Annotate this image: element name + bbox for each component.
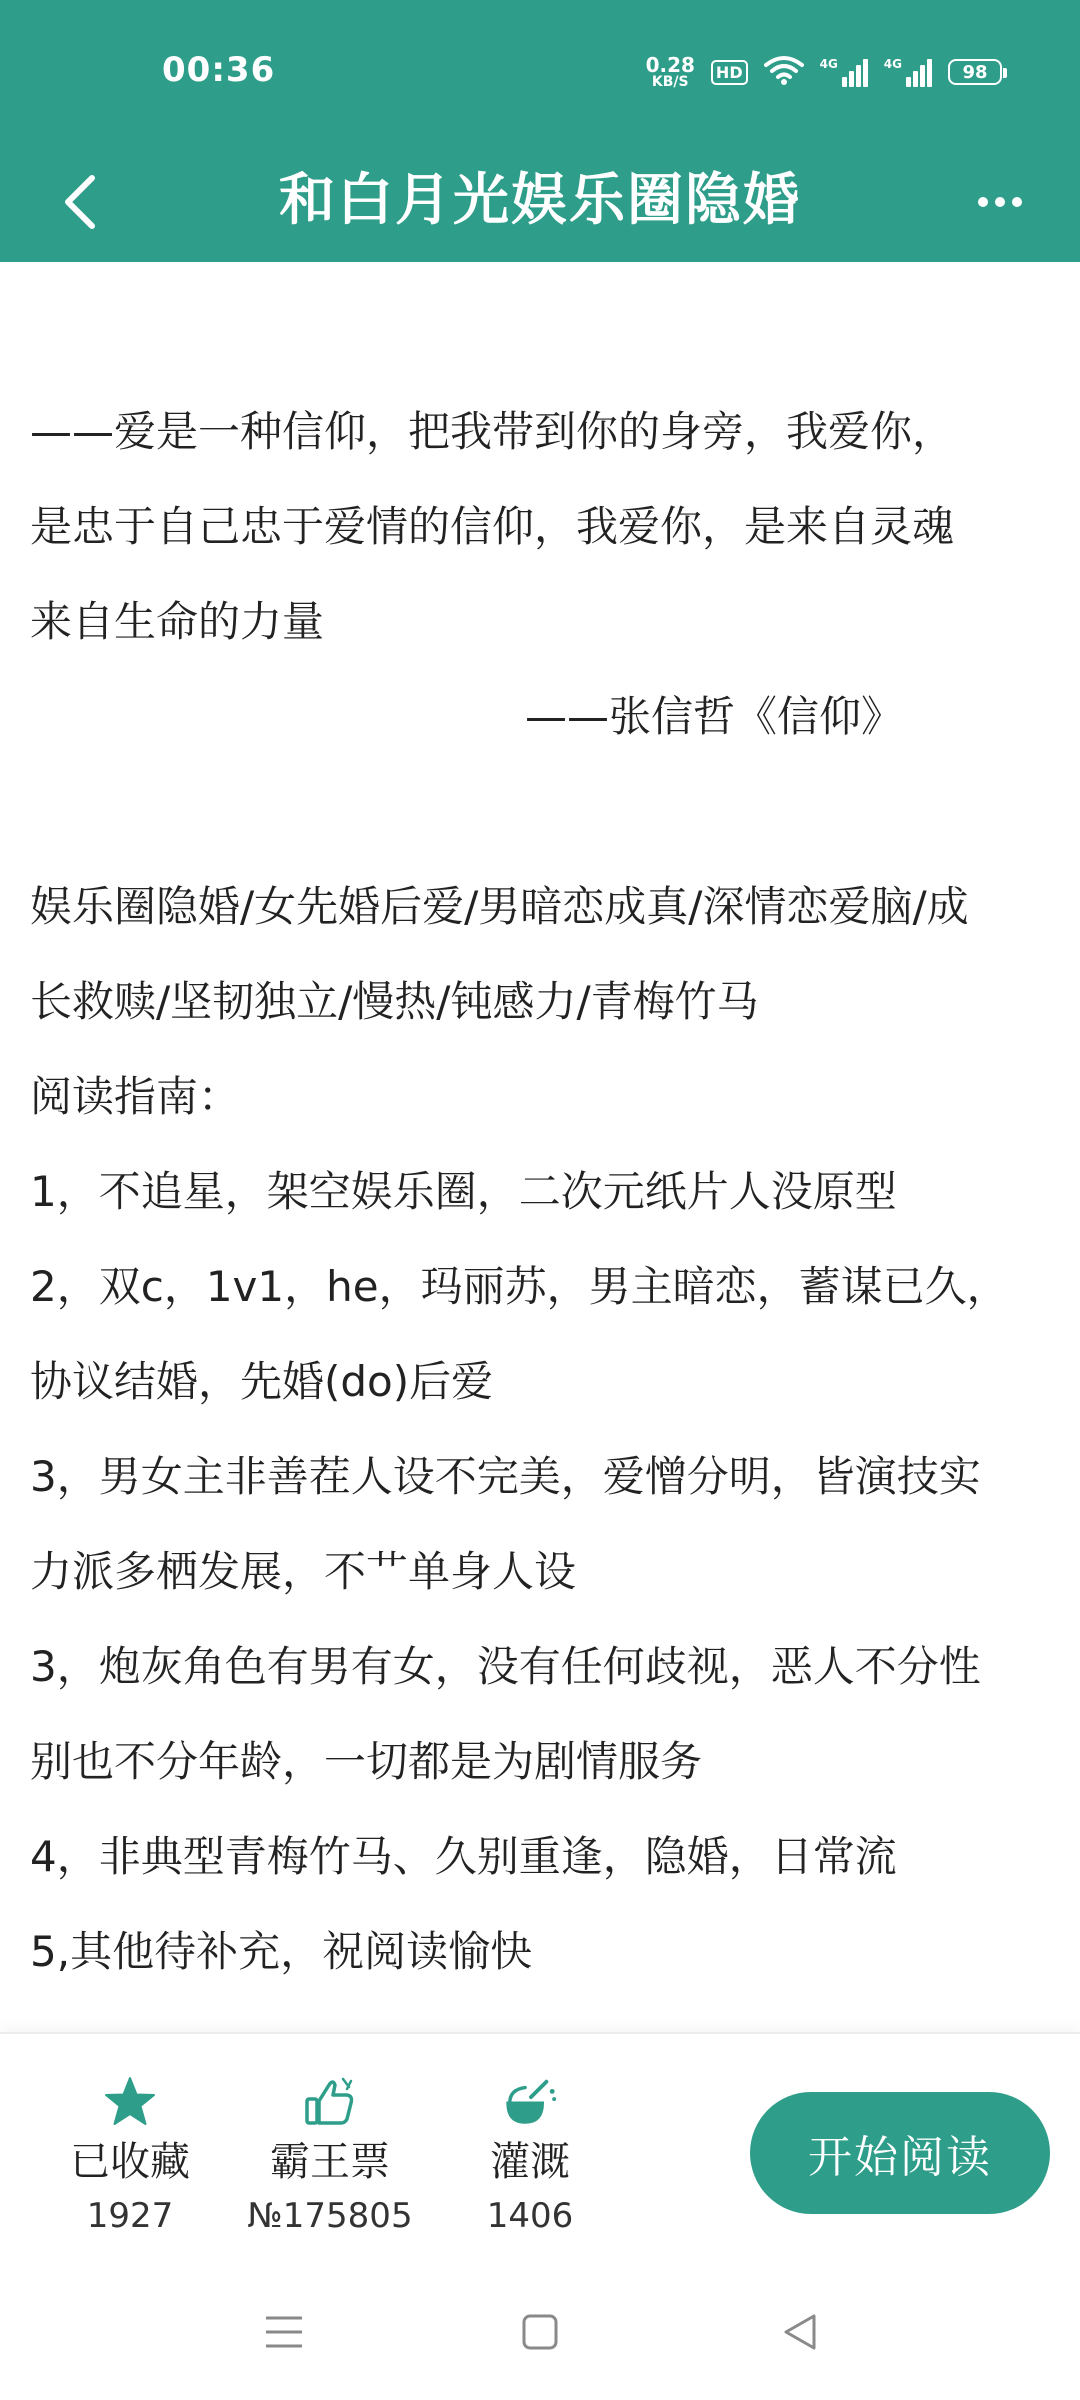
description-line: ——爱是一种信仰，把我带到你的身旁，我爱你， [30, 407, 955, 456]
home-button[interactable] [500, 2292, 580, 2372]
hd-badge: HD [711, 60, 748, 85]
tags-line: 长救赎/坚韧独立/慢热/钝感力/青梅竹马 [30, 977, 759, 1026]
square-home-icon [520, 2312, 560, 2352]
description-line: 来自生命的力量 [30, 597, 325, 646]
menu-icon [262, 2312, 306, 2352]
tags-line: 娱乐圈隐婚/女先婚后爱/男暗恋成真/深情恋爱脑/成 [30, 882, 969, 931]
network-speed-value: 0.28 [645, 53, 695, 77]
guide-item: 3，炮灰角色有男有女，没有任何歧视，恶人不分性 [30, 1642, 981, 1691]
guide-item: 4，非典型青梅竹马、久别重逢，隐婚，日常流 [30, 1832, 897, 1881]
battery-icon [948, 59, 1002, 85]
favorite-count: 1927 [86, 2196, 174, 2236]
guide-item: 1，不追星，架空娱乐圈，二次元纸片人没原型 [30, 1167, 897, 1216]
description-line: 是忠于自己忠于爱情的信仰，我爱你，是来自灵魂 [30, 502, 955, 551]
watering-flask-icon [502, 2074, 558, 2130]
water-label: 灌溉 [490, 2139, 570, 2185]
app-header [0, 140, 1080, 262]
guide-item: 3，男女主非善茬人设不完美，爱憎分明，皆演技实 [30, 1452, 981, 1501]
menu-button[interactable] [244, 2292, 324, 2372]
page-title: 和白月光娱乐圈隐婚 [279, 168, 801, 233]
vote-button[interactable] [230, 2074, 430, 2242]
app-header-background [0, 0, 1080, 262]
more-options-button[interactable] [960, 162, 1040, 242]
quote-attribution: ——张信哲《信仰》 [525, 692, 904, 741]
vote-label: 霸王票 [270, 2139, 390, 2185]
triangle-back-icon [780, 2312, 820, 2352]
guide-item: 力派多栖发展，不艹单身人设 [30, 1547, 577, 1596]
status-bar [0, 0, 1080, 140]
book-description[interactable] [30, 384, 1056, 1999]
signal-label-sim1: 4G [819, 57, 838, 71]
system-navigation-bar [0, 2262, 1080, 2400]
water-count: 1406 [486, 2196, 574, 2236]
more-dot [1012, 197, 1022, 207]
start-reading-button[interactable]: 开始阅读 [750, 2092, 1050, 2214]
status-indicators [646, 50, 1002, 94]
signal-icon-sim1 [820, 57, 868, 87]
system-back-button[interactable] [760, 2292, 840, 2372]
battery-level: 98 [962, 61, 988, 83]
guide-item: 2，双c，1v1，he，玛丽苏，男主暗恋，蓄谋已久， [30, 1262, 1009, 1311]
network-speed-unit: KB/S [651, 74, 689, 90]
blank-line [30, 764, 1056, 859]
water-button[interactable] [430, 2074, 630, 2242]
favorite-label: 已收藏 [70, 2139, 190, 2185]
more-dot [995, 197, 1005, 207]
guide-heading: 阅读指南： [30, 1072, 241, 1121]
network-speed [646, 55, 695, 89]
star-icon [102, 2074, 158, 2130]
more-horizontal-icon [978, 197, 988, 207]
bottom-action-bar [0, 2032, 1080, 2264]
thumbs-up-icon [302, 2074, 358, 2130]
guide-item: 5,其他待补充，祝阅读愉快 [30, 1927, 533, 1976]
wifi-icon [764, 55, 804, 89]
guide-item: 别也不分年龄，一切都是为剧情服务 [30, 1737, 703, 1786]
favorite-button[interactable] [30, 2074, 230, 2242]
guide-item: 协议结婚，先婚(do)后爱 [30, 1357, 494, 1406]
status-time: 00:36 [162, 50, 276, 90]
vote-count: №175805 [247, 2196, 413, 2236]
signal-icon-sim2 [884, 57, 932, 87]
signal-label-sim2: 4G [883, 57, 902, 71]
